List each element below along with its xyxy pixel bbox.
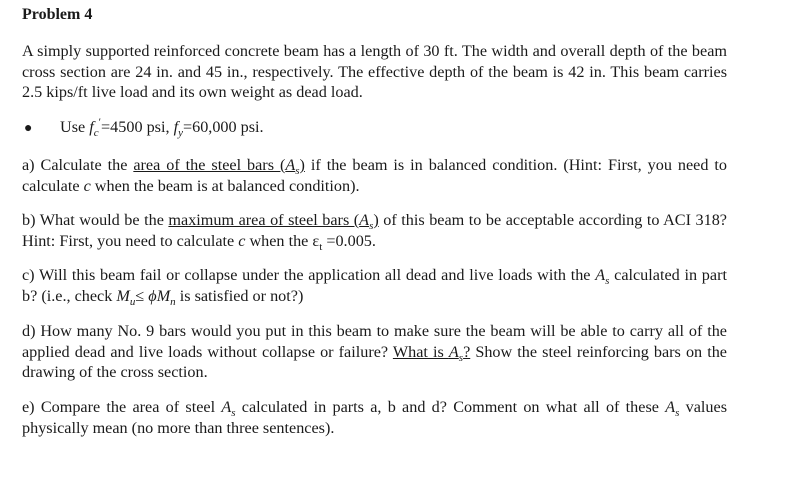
question-a: a) Calculate the area of the steel bars $(A_s)$ if the beam is in balanced condition. (Hint: First, you need to calculate c when the beam is at balanced condition). [22,156,727,195]
underlined-term-d: What is $A_s$? [392,342,471,364]
material-properties-bullet: ● Use $f_c'=4500$ psi, $f_y=60,000$ psi. [24,116,264,140]
question-b: b) What would be the maximum area of steel bars $(A_s)$ of this beam to be acceptable according to ACI 318? Hint: First, you need to calculate c when the $\varepsilon_t =0.005$. [22,211,727,253]
question-d: d) How many No. 9 bars would you put in this beam to make sure the beam will be able to carry all of the applied dead and live loads without collapse or failure? What is $A_s$? Show the steel reinforcing bars on the drawing of the cross section. [22,322,727,381]
problem-title: Problem 4 [22,6,93,23]
underlined-term-a: area of the steel bars $(A_s)$ [133,156,305,178]
question-e: e) Compare the area of steel $A_s$ calculated in parts a, b and d? Comment on what all of these $A_s$ values physically mean (no more than three sentences). [22,398,728,437]
problem-statement: A simply supported reinforced concrete beam has a length of 30 ft. The width and overall depth of the beam cross section are 24 in. and 45 in., respectively. The effective depth of the beam is 42 in. This beam carries 2.5 kips/ft live load and its own weight as dead load. [22,42,727,101]
question-c: c) Will this beam fail or collapse under the application all dead and live loads with the $A_s$ calculated in part b? (i.e., check $M_u\le \phi M_n$ is satisfied or not?) [22,266,727,308]
bullet-dot-icon: ● [24,121,33,136]
underlined-term-b: maximum area of steel bars $(A_s)$ [168,211,379,233]
